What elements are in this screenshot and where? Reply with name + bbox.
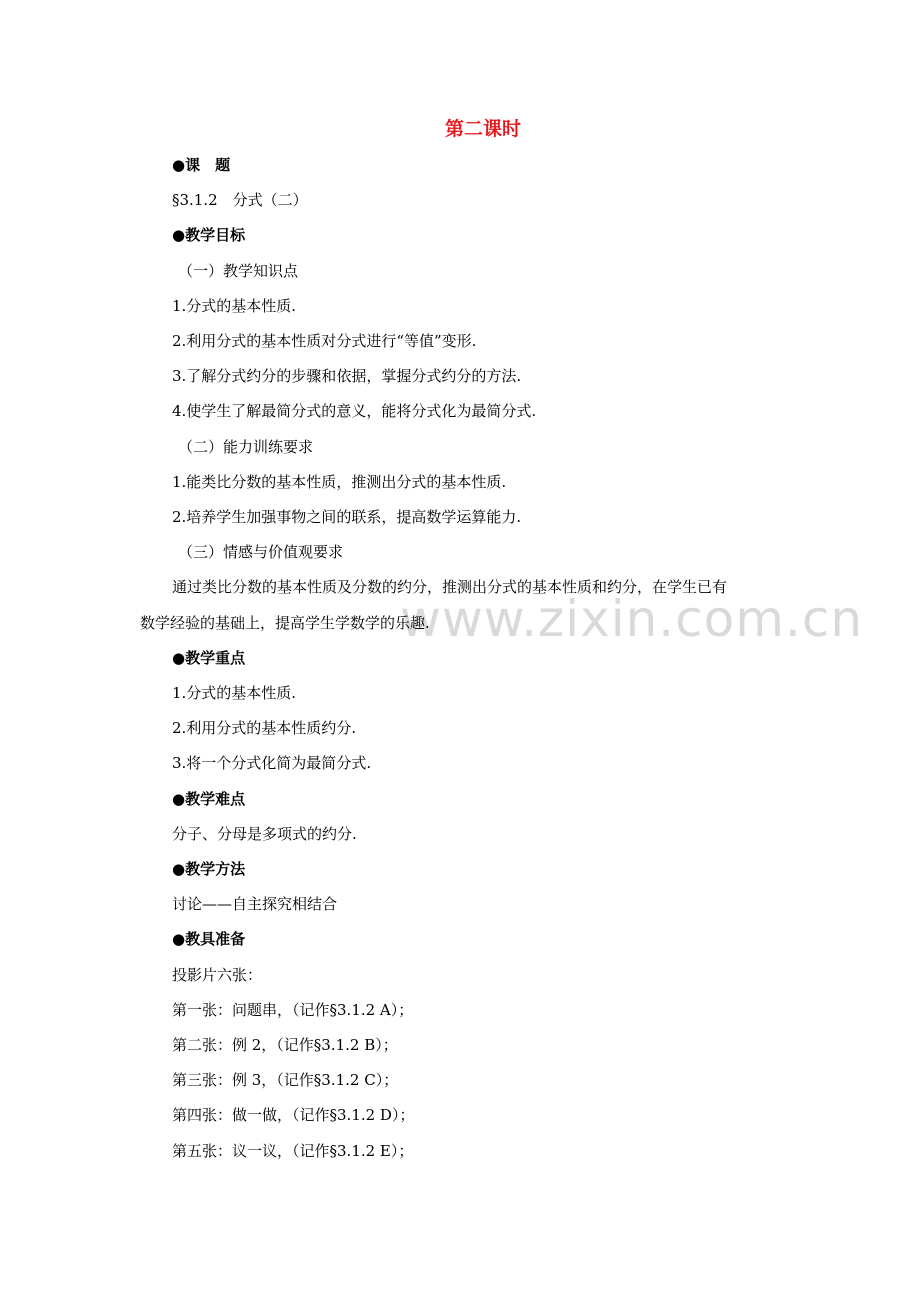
difficulty-text: 分子、分母是多项式的约分. bbox=[172, 825, 357, 843]
slide-item-2: 第二张：例 2，（记作§3.1.2 B）； bbox=[172, 1036, 398, 1054]
knowledge-item-1: 1.分式的基本性质. bbox=[172, 297, 297, 315]
ability-item-2: 2.培养学生加强事物之间的联系，提高数学运算能力. bbox=[172, 508, 522, 526]
slide-item-4: 第四张：做一做，（记作§3.1.2 D）； bbox=[172, 1106, 415, 1124]
knowledge-item-2: 2.利用分式的基本性质对分式进行“等值”变形. bbox=[172, 332, 477, 350]
knowledge-item-4: 4.使学生了解最简分式的意义，能将分式化为最简分式. bbox=[172, 402, 537, 420]
subheading-knowledge: （一）教学知识点 bbox=[178, 262, 299, 280]
knowledge-item-3: 3.了解分式约分的步骤和依据，掌握分式约分的方法. bbox=[172, 367, 522, 385]
watermark: www.zixin.com.cn bbox=[400, 590, 864, 648]
heading-methods: ●教学方法 bbox=[172, 860, 246, 878]
values-paragraph-line-2: 数学经验的基础上，提高学生学数学的乐趣. bbox=[140, 614, 430, 632]
values-paragraph-line-1: 通过类比分数的基本性质及分数的约分，推测出分式的基本性质和约分，在学生已有 bbox=[172, 578, 728, 596]
page-title: 第二课时 bbox=[444, 118, 521, 140]
subheading-values: （三）情感与价值观要求 bbox=[178, 543, 344, 561]
slide-item-5: 第五张：议一议，（记作§3.1.2 E）； bbox=[172, 1142, 414, 1160]
key-point-3: 3.将一个分式化简为最简分式. bbox=[172, 754, 372, 772]
slide-item-3: 第三张：例 3，（记作§3.1.2 C）； bbox=[172, 1071, 399, 1089]
materials-intro: 投影片六张： bbox=[172, 966, 263, 984]
lesson-code: §3.1.2 分式（二） bbox=[172, 191, 308, 209]
key-point-2: 2.利用分式的基本性质约分. bbox=[172, 719, 357, 737]
key-point-1: 1.分式的基本性质. bbox=[172, 684, 297, 702]
heading-materials: ●教具准备 bbox=[172, 930, 246, 948]
method-text: 讨论——自主探究相结合 bbox=[172, 895, 338, 913]
heading-key-points: ●教学重点 bbox=[172, 649, 246, 667]
heading-difficulties: ●教学难点 bbox=[172, 790, 246, 808]
subheading-ability: （二）能力训练要求 bbox=[178, 438, 314, 456]
slide-item-1: 第一张：问题串，（记作§3.1.2 A）； bbox=[172, 1001, 414, 1019]
ability-item-1: 1.能类比分数的基本性质，推测出分式的基本性质. bbox=[172, 473, 507, 491]
heading-topic: ●课 题 bbox=[172, 156, 231, 174]
heading-objectives: ●教学目标 bbox=[172, 226, 246, 244]
